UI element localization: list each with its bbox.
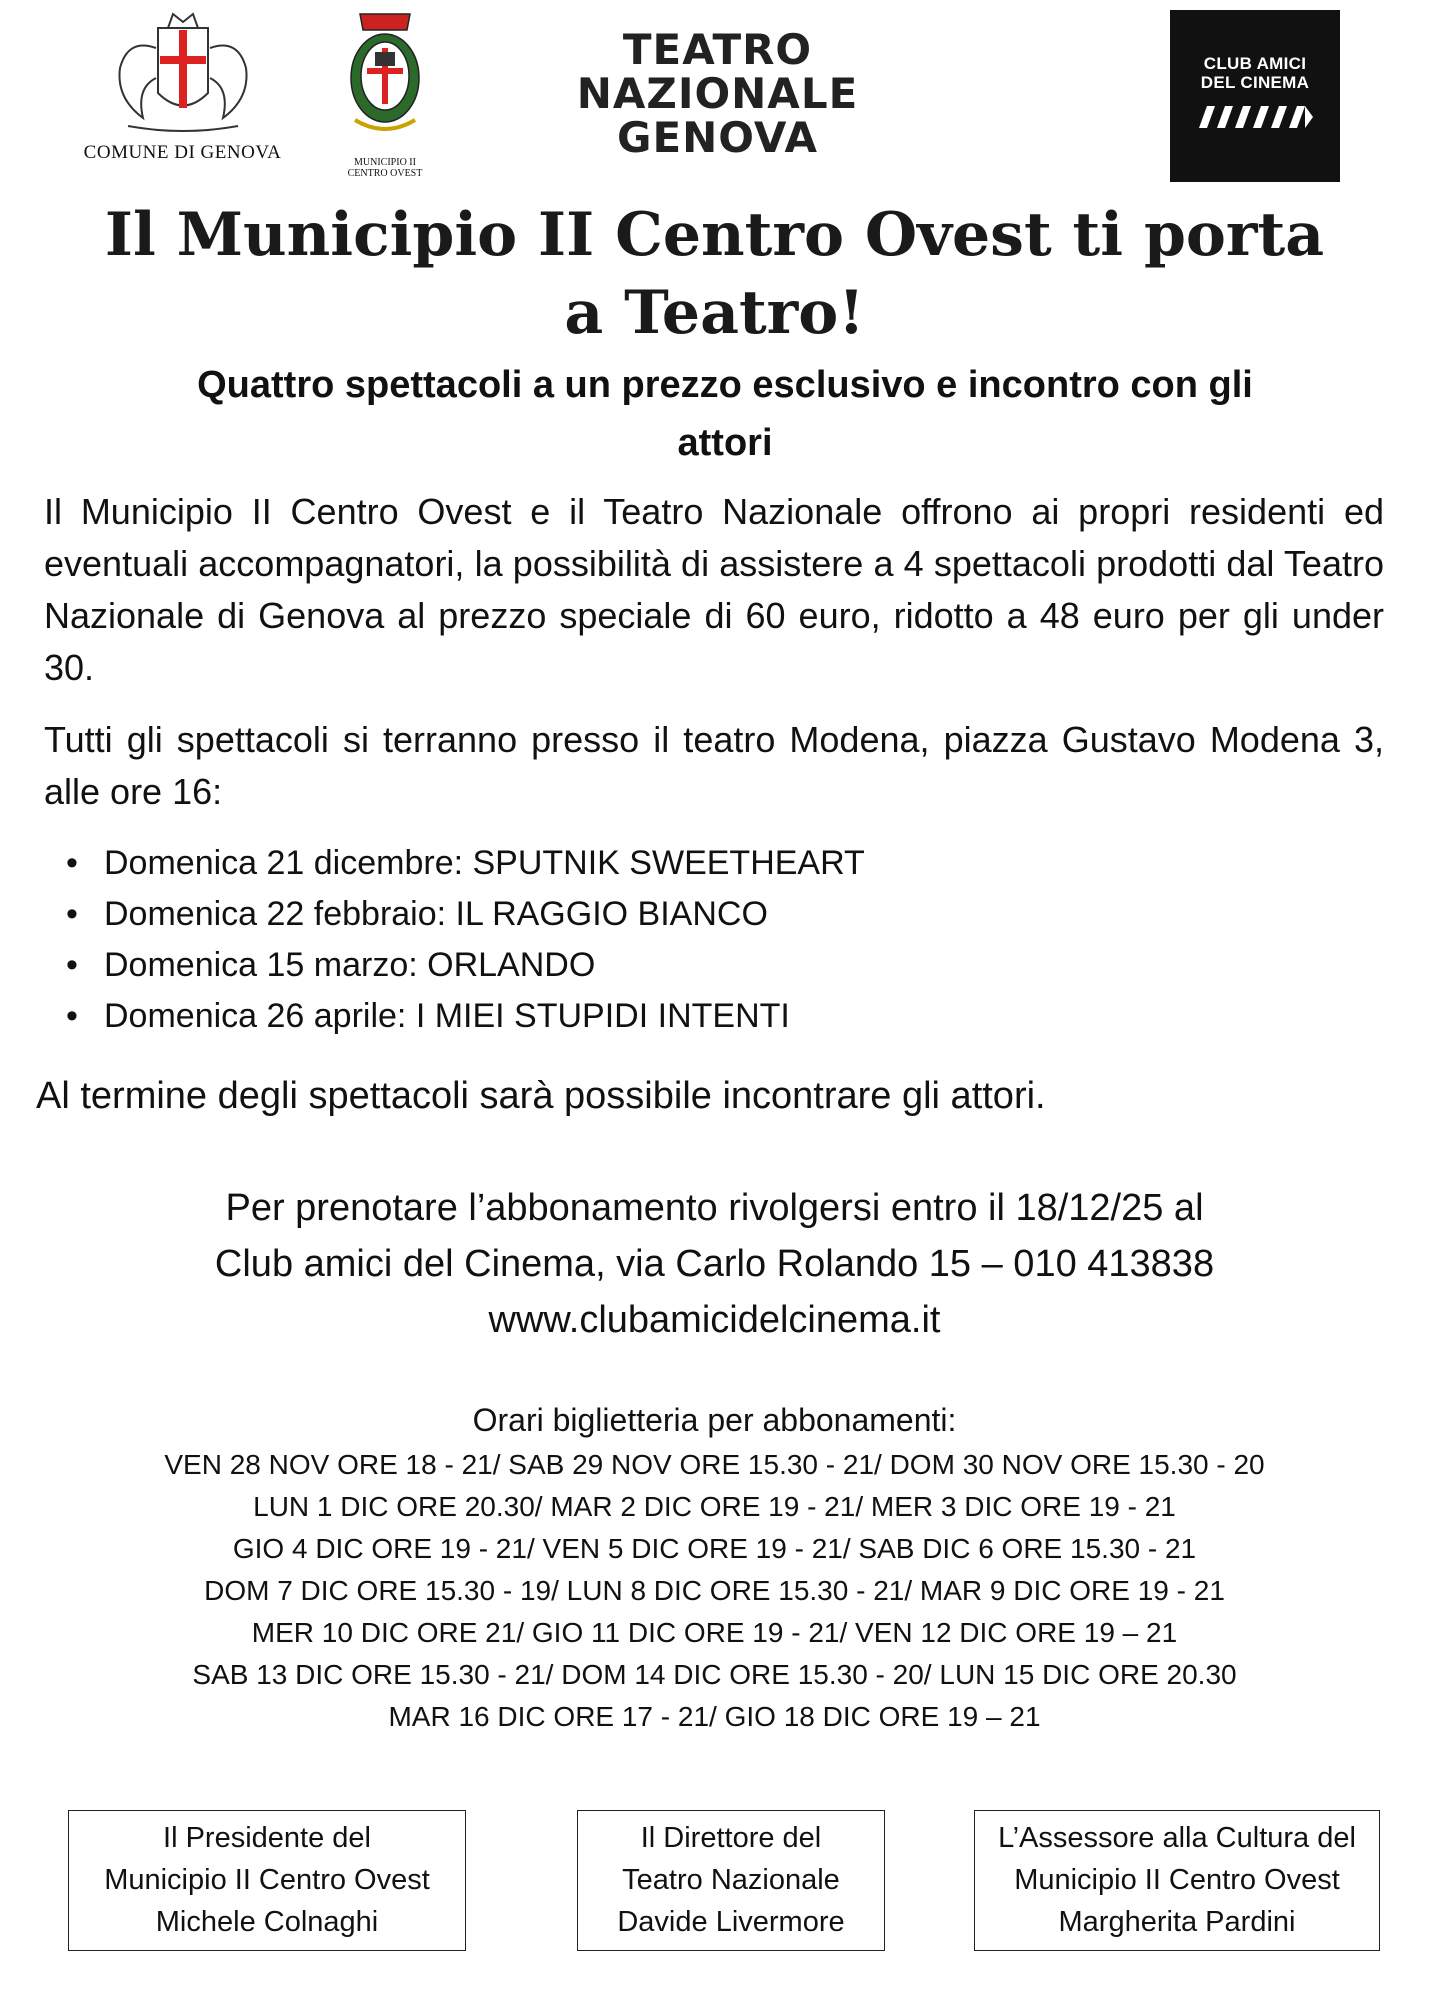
teatro-logo-line2: NAZIONALE — [576, 69, 859, 118]
signature-role: Il Direttore del — [640, 1822, 822, 1854]
bullet-icon: • — [66, 895, 78, 933]
teatro-logo-line3: GENOVA — [616, 113, 819, 162]
signature-box-director — [577, 1810, 885, 1951]
venue-paragraph: Tutti gli spettacoli si terranno presso il teatro Modena, piazza Gustavo Modena 3, alle ore 16: — [44, 719, 1384, 812]
signature-box-president — [68, 1810, 466, 1951]
hours-line: MER 10 DIC ORE 21/ GIO 11 DIC ORE 19 - 21/ VEN 12 DIC ORE 19 – 21 — [251, 1617, 1178, 1648]
hours-title: Orari biglietteria per abbonamenti: — [472, 1402, 957, 1438]
hours-line: LUN 1 DIC ORE 20.30/ MAR 2 DIC ORE 19 - 21/ MER 3 DIC ORE 19 - 21 — [253, 1491, 1176, 1522]
club-amici-cinema-logo — [1170, 10, 1340, 182]
signature-organization: Municipio II Centro Ovest — [104, 1864, 430, 1896]
subtitle-line2: attori — [677, 422, 773, 464]
hours-line: DOM 7 DIC ORE 15.30 - 19/ LUN 8 DIC ORE 15.30 - 21/ MAR 9 DIC ORE 19 - 21 — [204, 1575, 1225, 1606]
bullet-icon: • — [66, 946, 78, 984]
municipio-logo — [330, 8, 440, 178]
bullet-icon: • — [66, 844, 78, 882]
list-item — [62, 991, 1262, 1042]
show-label: Domenica 26 aprile: I MIEI STUPIDI INTENTI — [104, 997, 790, 1035]
signature-person: Margherita Pardini — [1058, 1906, 1296, 1938]
hours-line: GIO 4 DIC ORE 19 - 21/ VEN 5 DIC ORE 19 - 21/ SAB DIC 6 ORE 15.30 - 21 — [232, 1533, 1197, 1564]
show-label: Domenica 21 dicembre: SPUTNIK SWEETHEART — [104, 844, 865, 882]
film-strip-icon — [1195, 102, 1315, 132]
hours-line: VEN 28 NOV ORE 18 - 21/ SAB 29 NOV ORE 15.30 - 21/ DOM 30 NOV ORE 15.30 - 20 — [164, 1449, 1265, 1480]
list-item — [62, 838, 1262, 889]
list-item — [62, 940, 1262, 991]
subtitle — [80, 356, 1370, 472]
title-line2: a Teatro! — [564, 278, 865, 348]
subtitle-line1: Quattro spettacoli a un prezzo esclusivo e incontro con gli — [197, 364, 1253, 406]
signature-role: Il Presidente del — [163, 1822, 371, 1854]
booking-info — [80, 1180, 1349, 1348]
show-label: Domenica 15 marzo: ORLANDO — [104, 946, 596, 984]
comune-di-genova-logo — [60, 8, 305, 178]
booking-line2: Club amici del Cinema, via Carlo Rolando 15 – 010 413838 — [214, 1243, 1215, 1285]
signature-role: L’Assessore alla Cultura del — [998, 1822, 1356, 1854]
municipio-caption-line1: MUNICIPIO II — [354, 157, 416, 168]
signature-organization: Municipio II Centro Ovest — [1014, 1864, 1340, 1896]
bullet-icon: • — [66, 997, 78, 1035]
page-title — [30, 196, 1399, 352]
teatro-nazionale-logo — [575, 25, 860, 162]
intro-paragraph: Il Municipio II Centro Ovest e il Teatro Nazionale offrono ai propri residenti ed eventuali accompagnatori, la possibilità di assistere a 4 spettacoli prodotti dal Teatro Nazionale di Genova al prezzo speciale di 60 euro, ridotto a 48 euro per gli under 30. — [44, 491, 1384, 688]
comune-caption: COMUNE DI GENOVA — [83, 142, 282, 163]
booking-line1: Per prenotare l’abbonamento rivolgersi entro il 18/12/25 al — [225, 1187, 1204, 1229]
teatro-logo-line1: TEATRO — [622, 25, 813, 74]
show-label: Domenica 22 febbraio: IL RAGGIO BIANCO — [104, 895, 768, 933]
signature-organization: Teatro Nazionale — [622, 1864, 840, 1896]
comune-crest-icon — [98, 8, 268, 138]
shows-list — [62, 838, 1262, 1042]
hours-list — [60, 1444, 1369, 1738]
club-logo-line2: DEL CINEMA — [1200, 73, 1310, 92]
municipio-caption-line2: CENTRO OVEST — [347, 168, 423, 179]
hours-line: MAR 16 DIC ORE 17 - 21/ GIO 18 DIC ORE 19 – 21 — [388, 1701, 1041, 1732]
municipio-crest-icon — [335, 8, 435, 148]
signature-person: Davide Livermore — [617, 1906, 845, 1938]
club-logo-line1: CLUB AMICI — [1203, 54, 1307, 73]
hours-line: SAB 13 DIC ORE 15.30 - 21/ DOM 14 DIC ORE 15.30 - 20/ LUN 15 DIC ORE 20.30 — [192, 1659, 1237, 1690]
signature-person: Michele Colnaghi — [155, 1906, 379, 1938]
closing-note: Al termine degli spettacoli sarà possibile incontrare gli attori. — [36, 1075, 1046, 1117]
list-item — [62, 889, 1262, 940]
municipio-caption — [330, 157, 440, 179]
signature-box-assessore — [974, 1810, 1380, 1951]
booking-website-link[interactable]: www.clubamicidelcinema.it — [488, 1299, 941, 1341]
title-line1: Il Municipio II Centro Ovest ti porta — [104, 200, 1325, 270]
